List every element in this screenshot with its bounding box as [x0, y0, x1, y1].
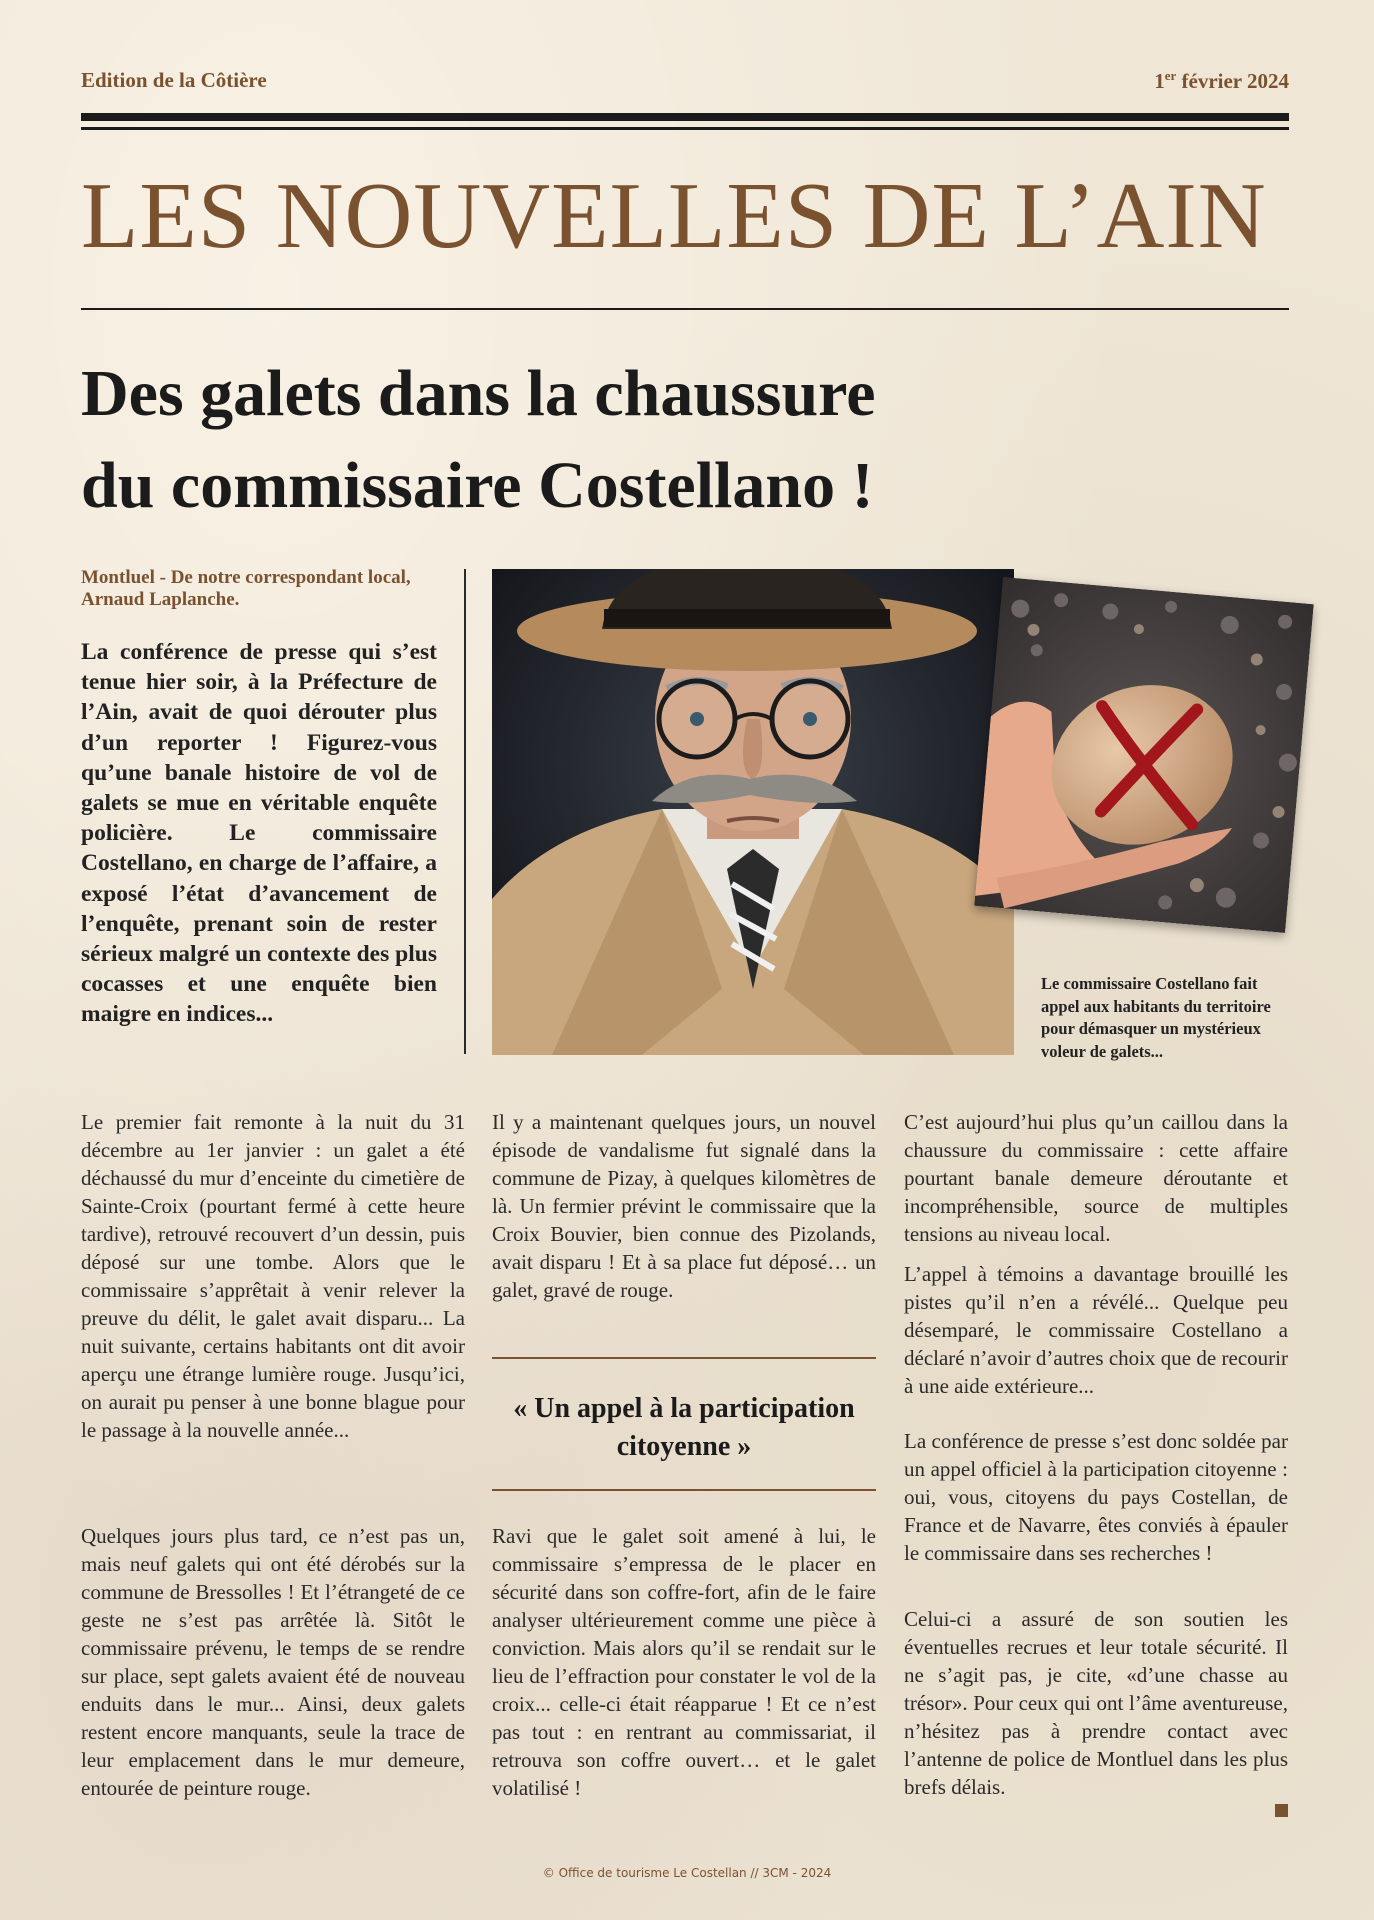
pebble-photo [974, 577, 1314, 933]
col3-paragraph-3: Celui-ci a assuré de son soutien les éventuelles recrues et leur totale sécurité. Il ne s’agit pas, je cite, «d’une chasse au trésor». Pour ceux qui ont l’âme aventureuse, n’hésitez pas à prendre contact avec l’antenne de police de Montluel dans les plus brefs délais. [904, 1607, 1288, 1799]
edition-label: Edition de la Côtière [81, 68, 267, 92]
footer-credit: © Office de tourisme Le Costellan // 3CM - 2024 [542, 1866, 832, 1880]
commissioner-photo [492, 569, 1014, 1055]
col3-paragraph-2a: L’appel à témoins a davantage brouillé les pistes qu’il n’en a révélé... Quelque peu désemparé, le commissaire Costellano a déclaré n’avoir d’autres choix que de recourir à une aide extérieure... [904, 1262, 1288, 1398]
headline-divider [81, 308, 1289, 310]
issue-date [1154, 68, 1289, 94]
headline-line-1: Des galets dans la chaussure [81, 357, 876, 430]
byline: Montluel - De notre correspondant local, Arnaud Laplanche. [81, 567, 411, 610]
pullquote-rule-top [492, 1357, 876, 1359]
photo-caption: Le commissaire Costellano fait appel aux habitants du territoire pour démasquer un mystérieux voleur de galets... [1041, 974, 1271, 1061]
col3-paragraph-2b: La conférence de presse s’est donc soldée par un appel officiel à la participation citoyenne : oui, vous, citoyens du pays Costellan, de France et de Navarre, êtes conviés à épauler le commissaire dans ses recherches ! [904, 1429, 1288, 1565]
col1-paragraph-1: Le premier fait remonte à la nuit du 31 décembre au 1er janvier : un galet a été déchaussé du mur d’enceinte du cimetière de Sainte-Croix (pourtant fermé à cette heure tardive), retrouvé recouvert d’un dessin, puis déposé sur une tombe. Alors que le commissaire s’apprêtait à venir relever la preuve du délit, le galet avait disparu... La nuit suivante, certains habitants ont dit avoir aperçu une étrange lumière rouge. Jusqu’ici, on aurait pu penser à une bonne blague pour le passage à la nouvelle année... [81, 1110, 465, 1442]
article-headline [81, 348, 1231, 532]
masthead-rule-thin [81, 127, 1289, 130]
pullquote-rule-bottom [492, 1489, 876, 1491]
date-rest: février 2024 [1176, 69, 1289, 93]
headline-line-2: du commissaire Costellano ! [81, 449, 874, 522]
date-day: 1 [1154, 69, 1165, 93]
col3-paragraph-1: C’est aujourd’hui plus qu’un caillou dans la chaussure du commissaire : cette affaire pourtant banale demeure déroutante et incompréhensible, source de multiples tensions au niveau local. [904, 1110, 1288, 1246]
col2-paragraph-2: Ravi que le galet soit amené à lui, le commissaire s’empressa de le placer en sécurité dans son coffre-fort, afin de le faire analyser ultérieurement comme une pièce à conviction. Mais alors qu’il se rendait sur le lieu de l’effraction pour constater le vol de la croix... celle-ci était réapparue ! Et ce n’est pas tout : en rentrant au commissariat, il retrouva son coffre ouvert… et le galet volatilisé ! [492, 1524, 876, 1800]
date-sup: er [1164, 68, 1177, 83]
article-end-mark [1275, 1804, 1288, 1817]
lead-paragraph: La conférence de presse qui s’est tenue hier soir, à la Préfecture de l’Ain, avait de quoi dérouter plus d’un reporter ! Figurez-vous qu’une banale histoire de vol de galets se mue en véritable enquête policière. Le commissaire Costellano, en charge de l’affaire, a exposé l’état d’avancement de l’enquête, prenant soin de rester sérieux malgré un contexte des plus cocasses et une enquête bien maigre en indices... [81, 639, 437, 1028]
col2-paragraph-1: Il y a maintenant quelques jours, un nouvel épisode de vandalisme fut signalé dans la commune de Pizay, à quelques kilomètres de là. Un fermier prévint le commissaire que la Croix Bouvier, bien connue des Pizolands, avait disparu ! Et à sa place fut déposé… un galet, gravé de rouge. [492, 1110, 876, 1302]
masthead-rule-thick [81, 113, 1289, 121]
column-divider [464, 569, 466, 1054]
col1-paragraph-2: Quelques jours plus tard, ce n’est pas un, mais neuf galets qui ont été dérobés sur la commune de Bressolles ! Et l’étrangeté de ce geste ne s’est pas arrêtée là. Sitôt le commissaire prévenu, le temps de se rendre sur place, sept galets avaient été de nouveau enduits dans le mur... Ainsi, deux galets restent encore manquants, seule la trace de leur emplacement dans le mur demeure, entourée de peinture rouge. [81, 1524, 465, 1800]
newspaper-masthead: LES NOUVELLES DE L’AIN [81, 164, 1267, 268]
pullquote: « Un appel à la participation citoyenne » [513, 1393, 855, 1462]
